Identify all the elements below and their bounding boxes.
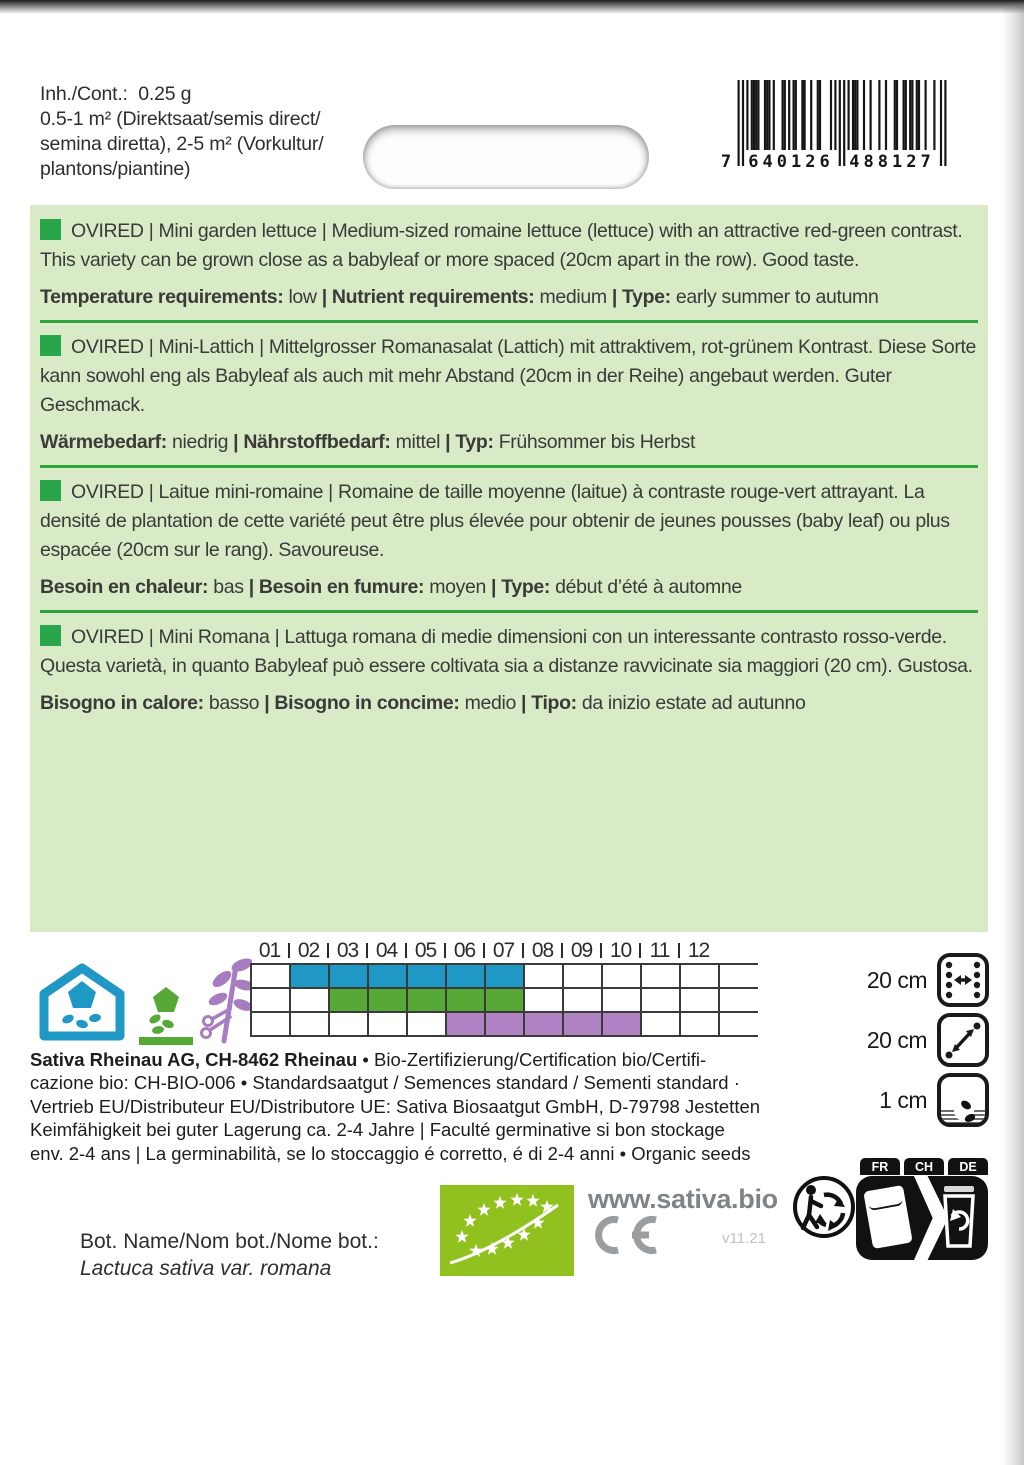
calendar-cell bbox=[485, 1012, 524, 1036]
calendar-cell bbox=[680, 988, 719, 1012]
calendar-cell bbox=[524, 964, 563, 988]
language-block-en bbox=[40, 217, 978, 311]
trash-bin-icon bbox=[938, 1184, 980, 1252]
photo-edge-top bbox=[0, 0, 1024, 14]
spacing-info-column bbox=[860, 953, 990, 1133]
address-line: Vertrieb EU/Distributeur EU/Distributore UE: Sativa Biosaatgut GmbH, D-79798 Jestetten bbox=[30, 1095, 761, 1117]
plant-spacing-icon bbox=[936, 1013, 990, 1067]
month-label: 01 bbox=[250, 939, 289, 963]
calendar-cell bbox=[680, 964, 719, 988]
language-block-it bbox=[40, 623, 978, 717]
growing-specs: Wärmebedarf: niedrig | Nährstoffbedarf: mittel | Typ: Frühsommer bis Herbst bbox=[40, 431, 696, 453]
calendar-cell bbox=[368, 988, 407, 1012]
calendar-cell bbox=[641, 1012, 680, 1036]
month-label: 08 bbox=[523, 939, 562, 963]
content-info bbox=[40, 82, 323, 182]
calendar-cell bbox=[251, 988, 290, 1012]
calendar-cell bbox=[524, 988, 563, 1012]
calendar-cell bbox=[485, 988, 524, 1012]
address-line: Keimfähigkeit bei guter Lagerung ca. 2-4 Jahre | Faculté germinative si bon stockage bbox=[30, 1119, 725, 1141]
disposal-country-tabs bbox=[856, 1158, 988, 1175]
language-blocks bbox=[40, 217, 978, 717]
calendar-cell bbox=[602, 1012, 641, 1036]
variety-description: OVIRED | Mini-Lattich | Mittelgrosser Romanasalat (Lattich) mit attraktivem, rot-grünem Kontrast. Diese Sorte kann sowohl eng als Babyleaf als auch mit mehr Abstand (20cm in der Reihe) angebaut werden. Guter Geschmack. bbox=[40, 336, 977, 416]
botanical-name-label: Bot. Name/Nom bot./Nome bot.: bbox=[80, 1230, 379, 1253]
green-square-bullet bbox=[40, 625, 61, 646]
month-label: 12 bbox=[687, 939, 710, 962]
direct-sowing-icon bbox=[136, 985, 196, 1045]
calendar-row-harvest bbox=[251, 1012, 758, 1036]
green-square-bullet bbox=[40, 219, 61, 240]
grid-extension-cell bbox=[719, 964, 758, 988]
month-label: 10 bbox=[601, 939, 640, 963]
month-label: 11 bbox=[640, 939, 679, 963]
calendar-month-labels bbox=[250, 939, 718, 963]
calendar-cell bbox=[251, 964, 290, 988]
content-line: Inh./Cont.: 0.25 g bbox=[40, 83, 192, 105]
calendar-cell bbox=[329, 988, 368, 1012]
month-label: 09 bbox=[562, 939, 601, 963]
eu-organic-leaf-logo bbox=[440, 1185, 574, 1276]
calendar-cell bbox=[641, 988, 680, 1012]
month-label: 03 bbox=[328, 939, 367, 963]
disposal-instructions bbox=[856, 1158, 988, 1262]
section-divider bbox=[40, 610, 978, 613]
sowing-calendar-grid bbox=[250, 963, 758, 1037]
barcode-digit-group: 640126 bbox=[748, 152, 834, 172]
calendar-legend-icons bbox=[36, 953, 248, 1045]
month-label: 02 bbox=[289, 939, 328, 963]
sowing-depth bbox=[860, 1073, 990, 1127]
producer-address bbox=[30, 1048, 760, 1165]
euro-hang-hole bbox=[363, 125, 649, 189]
address-line: cazione bio: CH-BIO-006 • Standardsaatgut / Semences standard / Sementi standard · bbox=[30, 1072, 740, 1094]
website-url: www.sativa.bio bbox=[588, 1184, 778, 1214]
language-block-fr bbox=[40, 478, 978, 601]
calendar-cell bbox=[290, 988, 329, 1012]
botanical-name-value: Lactuca sativa var. romana bbox=[80, 1257, 332, 1280]
plant-spacing bbox=[860, 1013, 990, 1067]
row-spacing bbox=[860, 953, 990, 1007]
barcode-digit-group: 488127 bbox=[849, 152, 935, 172]
calendar-cell bbox=[368, 1012, 407, 1036]
calendar-cell bbox=[251, 1012, 290, 1036]
address-line: env. 2-4 ans | La germinabilità, se lo stoccaggio é corretto, é di 2-4 anni • Organic seeds bbox=[30, 1142, 751, 1164]
calendar-cell bbox=[407, 964, 446, 988]
country-tab: CH bbox=[904, 1158, 944, 1175]
sowing-depth-icon bbox=[936, 1073, 990, 1127]
photo-edge-right bbox=[1002, 0, 1024, 1465]
harvest-scissors-icon bbox=[200, 953, 252, 1045]
calendar-cell bbox=[563, 1012, 602, 1036]
green-square-bullet bbox=[40, 335, 61, 356]
disposal-graphic bbox=[856, 1176, 988, 1260]
calendar-cell bbox=[524, 1012, 563, 1036]
barcode-digit-group: 7 bbox=[720, 152, 732, 172]
calendar-cell bbox=[407, 988, 446, 1012]
spacing-value: 20 cm bbox=[866, 966, 927, 993]
growing-specs: Besoin en chaleur: bas | Besoin en fumure: moyen | Type: début d’été à automne bbox=[40, 576, 742, 598]
calendar-cell bbox=[485, 964, 524, 988]
seed-packet-icon bbox=[863, 1185, 912, 1249]
calendar-cell bbox=[446, 988, 485, 1012]
botanical-name bbox=[80, 1228, 379, 1282]
calendar-cell bbox=[446, 964, 485, 988]
calendar-cell bbox=[641, 964, 680, 988]
month-label: 05 bbox=[406, 939, 445, 963]
spacing-value: 1 cm bbox=[879, 1086, 927, 1113]
month-label: 04 bbox=[367, 939, 406, 963]
growing-specs: Bisogno in calore: basso | Bisogno in concime: medio | Tipo: da inizio estate ad autunno bbox=[40, 692, 806, 714]
ean13-barcode bbox=[720, 80, 948, 190]
country-tab: DE bbox=[948, 1158, 988, 1175]
calendar-row-preculture-greenhouse bbox=[251, 964, 758, 988]
country-tab: FR bbox=[860, 1158, 900, 1175]
calendar-cell bbox=[290, 964, 329, 988]
greenhouse-preculture-icon bbox=[36, 961, 128, 1043]
area-line: semina diretta), 2-5 m² (Vorkultur/ bbox=[40, 133, 324, 155]
calendar-cell bbox=[563, 964, 602, 988]
calendar-cell bbox=[602, 988, 641, 1012]
ce-mark-icon bbox=[588, 1213, 664, 1257]
variety-description: OVIRED | Laitue mini-romaine | Romaine de taille moyenne (laitue) à contraste rouge-vert attrayant. La densité de plantation de cette variété peut être plus élevée pour obtenir de jeunes pousses (baby leaf) ou plus espacée (20cm sur le rang). Savoureuse. bbox=[40, 481, 950, 561]
address-line: Sativa Rheinau AG, CH-8462 Rheinau • Bio-Zertifizierung/Certification bio/Certifi- bbox=[30, 1049, 707, 1070]
calendar-cell bbox=[446, 1012, 485, 1036]
green-square-bullet bbox=[40, 480, 61, 501]
calendar-cell bbox=[680, 1012, 719, 1036]
section-divider bbox=[40, 465, 978, 468]
triman-recycling-icon bbox=[790, 1173, 858, 1241]
calendar-cell bbox=[563, 988, 602, 1012]
calendar-cell bbox=[290, 1012, 329, 1036]
spacing-value: 20 cm bbox=[866, 1026, 927, 1053]
variety-description: OVIRED | Mini Romana | Lattuga romana di medie dimensioni con un interessante contrasto rosso-verde. Questa varietà, in quanto Babyleaf può essere coltivata sia a distanze ravvicinate sia maggiori (20 cm). Gustosa. bbox=[40, 626, 973, 677]
label-version: v11.21 bbox=[722, 1230, 766, 1247]
calendar-cell bbox=[368, 964, 407, 988]
calendar-cell bbox=[407, 1012, 446, 1036]
calendar-cell bbox=[329, 1012, 368, 1036]
variety-description: OVIRED | Mini garden lettuce | Medium-sized romaine lettuce (lettuce) with an attractive red-green contrast. This variety can be grown close as a babyleaf or more spaced (20cm apart in the row). Good taste. bbox=[40, 220, 963, 271]
month-label: 07 bbox=[484, 939, 523, 963]
language-block-de bbox=[40, 333, 978, 456]
calendar-cell bbox=[329, 964, 368, 988]
grid-extension-cell bbox=[719, 988, 758, 1012]
area-line: plantons/piantine) bbox=[40, 158, 191, 180]
section-divider bbox=[40, 320, 978, 323]
area-line: 0.5-1 m² (Direktsaat/semis direct/ bbox=[40, 108, 321, 130]
grid-extension-cell bbox=[719, 1012, 758, 1036]
growing-specs: Temperature requirements: low | Nutrient requirements: medium | Type: early summer to autumn bbox=[40, 286, 879, 308]
month-label: 06 bbox=[445, 939, 484, 963]
calendar-row-direct-sowing bbox=[251, 988, 758, 1012]
language-panel bbox=[30, 205, 988, 932]
row-spacing-icon bbox=[936, 953, 990, 1007]
calendar-cell bbox=[602, 964, 641, 988]
